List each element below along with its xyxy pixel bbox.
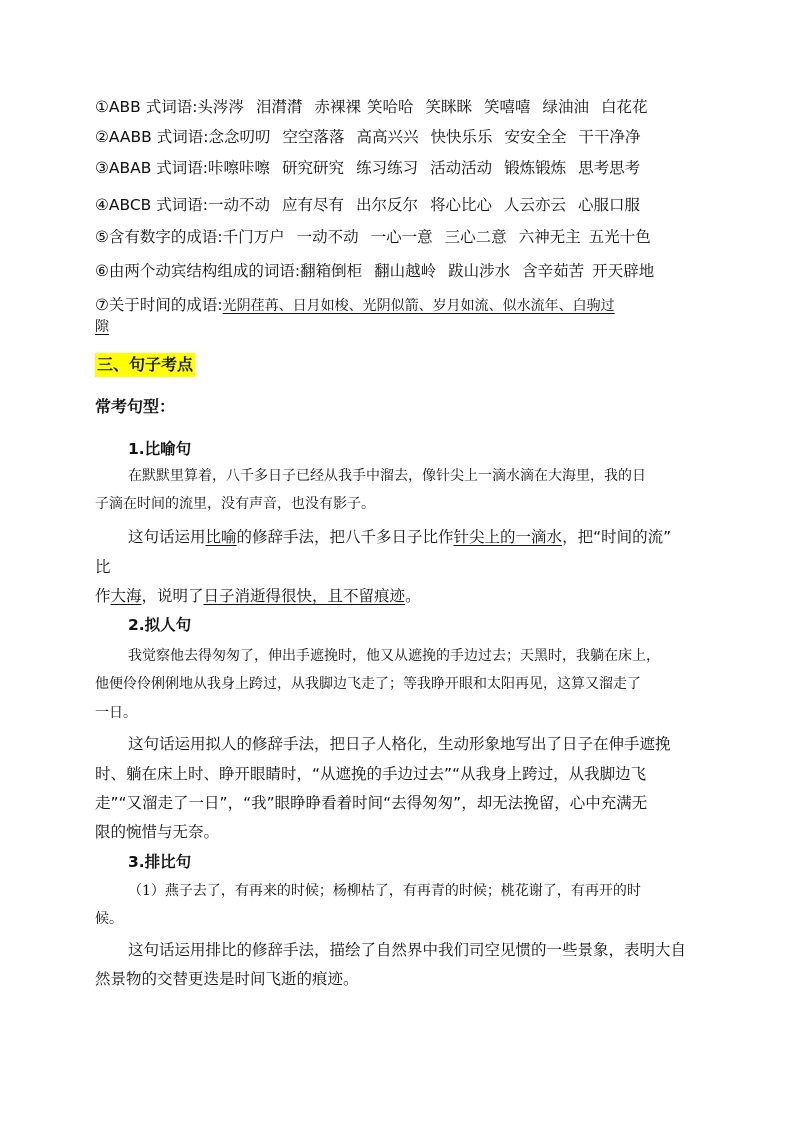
vocab-item: 赤裸裸	[314, 98, 361, 116]
personification-analysis-line-2: 时、躺在床上时、睁开眼睛时，“从遮挽的手边过去”“从我身上跨过，从我脚边飞	[95, 765, 647, 783]
vocab-label: ⑥由两个动宾结构组成的词语:	[95, 262, 301, 280]
analysis-underlined: 大海	[110, 587, 142, 605]
vocab-label: ⑤含有数字的成语:	[95, 228, 223, 246]
analysis-text: 这句话运用	[128, 528, 206, 546]
vocab-item: 练习练习	[356, 159, 419, 177]
analysis-text: ，说明了	[141, 587, 204, 605]
personification-analysis-line-4: 限的惋惜与无奈。	[95, 823, 220, 841]
parallelism-analysis-line-2: 然景物的交替更迭是时间飞逝的痕迹。	[95, 970, 359, 988]
time-idioms-list-cont: 隙	[95, 319, 109, 335]
personification-analysis-line-1: 这句话运用拟人的修辞手法，把日子人格化，生动形象地写出了日子在伸手遮挽	[128, 735, 671, 753]
vocab-label: ①ABB 式词语:	[95, 98, 198, 116]
simile-quote-line-1: 在默默里算着，八千多日子已经从我手中溜去，像针尖上一滴水滴在大海里，我的日	[128, 468, 646, 484]
vocab-item: 三心二意	[444, 228, 507, 246]
personification-quote-line-2: 他便伶伶俐俐地从我身上跨过，从我脚边飞走了；等我睁开眼和太阳再见，这算又溜走了	[95, 676, 641, 692]
vocab-line-1	[95, 96, 705, 118]
vocab-item: 应有尽有	[281, 196, 344, 214]
vocab-item: 翻山越岭	[374, 262, 437, 280]
time-idioms-line-2	[95, 315, 705, 338]
common-types-heading: 常考句型：	[95, 397, 176, 416]
vocab-item: 研究研究	[282, 159, 345, 177]
analysis-underlined: 比喻	[205, 528, 237, 546]
vocab-item: 六神无主	[518, 228, 581, 246]
analysis-underlined: 日子消逝得很快，且不留痕迹	[203, 587, 406, 605]
vocab-item: 咔嚓咔嚓	[208, 159, 271, 177]
vocab-item: 思考思考	[578, 159, 641, 177]
vocab-line-6	[95, 260, 705, 282]
parallelism-title: 3.排比句	[128, 853, 192, 871]
vocab-item: 干干净净	[578, 128, 641, 146]
vocab-item: 出尔反尔	[356, 196, 419, 214]
vocab-item: 锻炼锻炼	[504, 159, 567, 177]
vocab-item: 安安全全	[504, 128, 567, 146]
vocab-label: ④ABCB 式词语:	[95, 196, 208, 214]
personification-quote-line-3: 一日。	[95, 705, 137, 721]
vocab-item: 五光十色	[588, 228, 651, 246]
vocab-line-3	[95, 157, 705, 179]
vocab-item: 跋山涉水	[448, 262, 511, 280]
vocab-item: 快快乐乐	[430, 128, 493, 146]
parallelism-quote-line-1: （1）燕子去了，有再来的时候；杨柳枯了，有再青的时候；桃花谢了，有再开的时	[128, 883, 641, 899]
vocab-item: 翻箱倒柜	[300, 262, 363, 280]
vocab-item: 白花花	[601, 98, 648, 116]
personification-quote-line-1: 我觉察他去得匆匆了，伸出手遮挽时，他又从遮挽的手边过去；天黑时，我躺在床上，	[128, 648, 660, 664]
analysis-text: 作	[95, 587, 111, 605]
simile-analysis-line-1	[128, 526, 738, 548]
simile-quote-line-2: 子滴在时间的流里，没有声音，也没有影子。	[95, 496, 375, 512]
vocab-item: 头涔涔	[197, 98, 244, 116]
vocab-item: 人云亦云	[504, 196, 567, 214]
analysis-text: ，把“时间的流”	[562, 528, 672, 546]
section-title: 三、句子考点	[95, 353, 195, 377]
vocab-item: 将心比心	[430, 196, 493, 214]
vocab-item: 千门万户	[222, 228, 285, 246]
parallelism-quote-line-2: 候。	[95, 911, 123, 927]
vocab-item: 高高兴兴	[356, 128, 419, 146]
vocab-item: 开天辟地	[592, 262, 655, 280]
vocab-item: 空空落落	[282, 128, 345, 146]
vocab-item: 一心一意	[370, 228, 433, 246]
vocab-line-2	[95, 126, 705, 148]
simile-analysis-line-2: 比	[95, 558, 111, 576]
simile-title: 1.比喻句	[128, 440, 192, 458]
vocab-line-5	[95, 226, 705, 248]
analysis-underlined: 针尖上的一滴水	[453, 528, 563, 546]
vocab-item: 绿油油	[542, 98, 590, 116]
analysis-text: 。	[405, 587, 421, 605]
personification-title: 2.拟人句	[128, 616, 192, 634]
simile-analysis-line-3	[95, 585, 705, 607]
time-idioms-line	[95, 294, 705, 317]
vocab-item: 含辛茹苦	[522, 262, 585, 280]
vocab-label: ②AABB 式词语:	[95, 128, 209, 146]
vocab-line-4	[95, 194, 705, 216]
vocab-item: 笑哈哈	[366, 98, 414, 116]
vocab-label: ③ABAB 式词语:	[95, 159, 209, 177]
time-idioms-label: ⑦关于时间的成语:	[95, 296, 223, 314]
vocab-item: 心服口服	[578, 196, 641, 214]
vocab-item: 笑眯眯	[425, 98, 472, 116]
personification-analysis-line-3: 走”“又溜走了一日”，“我”眼睁睁看着时间“去得匆匆”，却无法挽留，心中充满无	[95, 794, 648, 812]
time-idioms-list: 光阴荏苒、日月如梭、光阴似箭、岁月如流、似水流年、白驹过	[222, 298, 615, 314]
vocab-item: 一动不动	[207, 196, 270, 214]
vocab-item: 笑嘻嘻	[484, 98, 531, 116]
vocab-item: 泪潸潸	[255, 98, 303, 116]
vocab-item: 活动活动	[430, 159, 493, 177]
analysis-text: 的修辞手法，把八千多日子比作	[236, 528, 454, 546]
vocab-item: 一动不动	[296, 228, 359, 246]
parallelism-analysis-line-1: 这句话运用排比的修辞手法，描绘了自然界中我们司空见惯的一些景象，表明大自	[128, 941, 687, 959]
vocab-item: 念念叨叨	[208, 128, 271, 146]
